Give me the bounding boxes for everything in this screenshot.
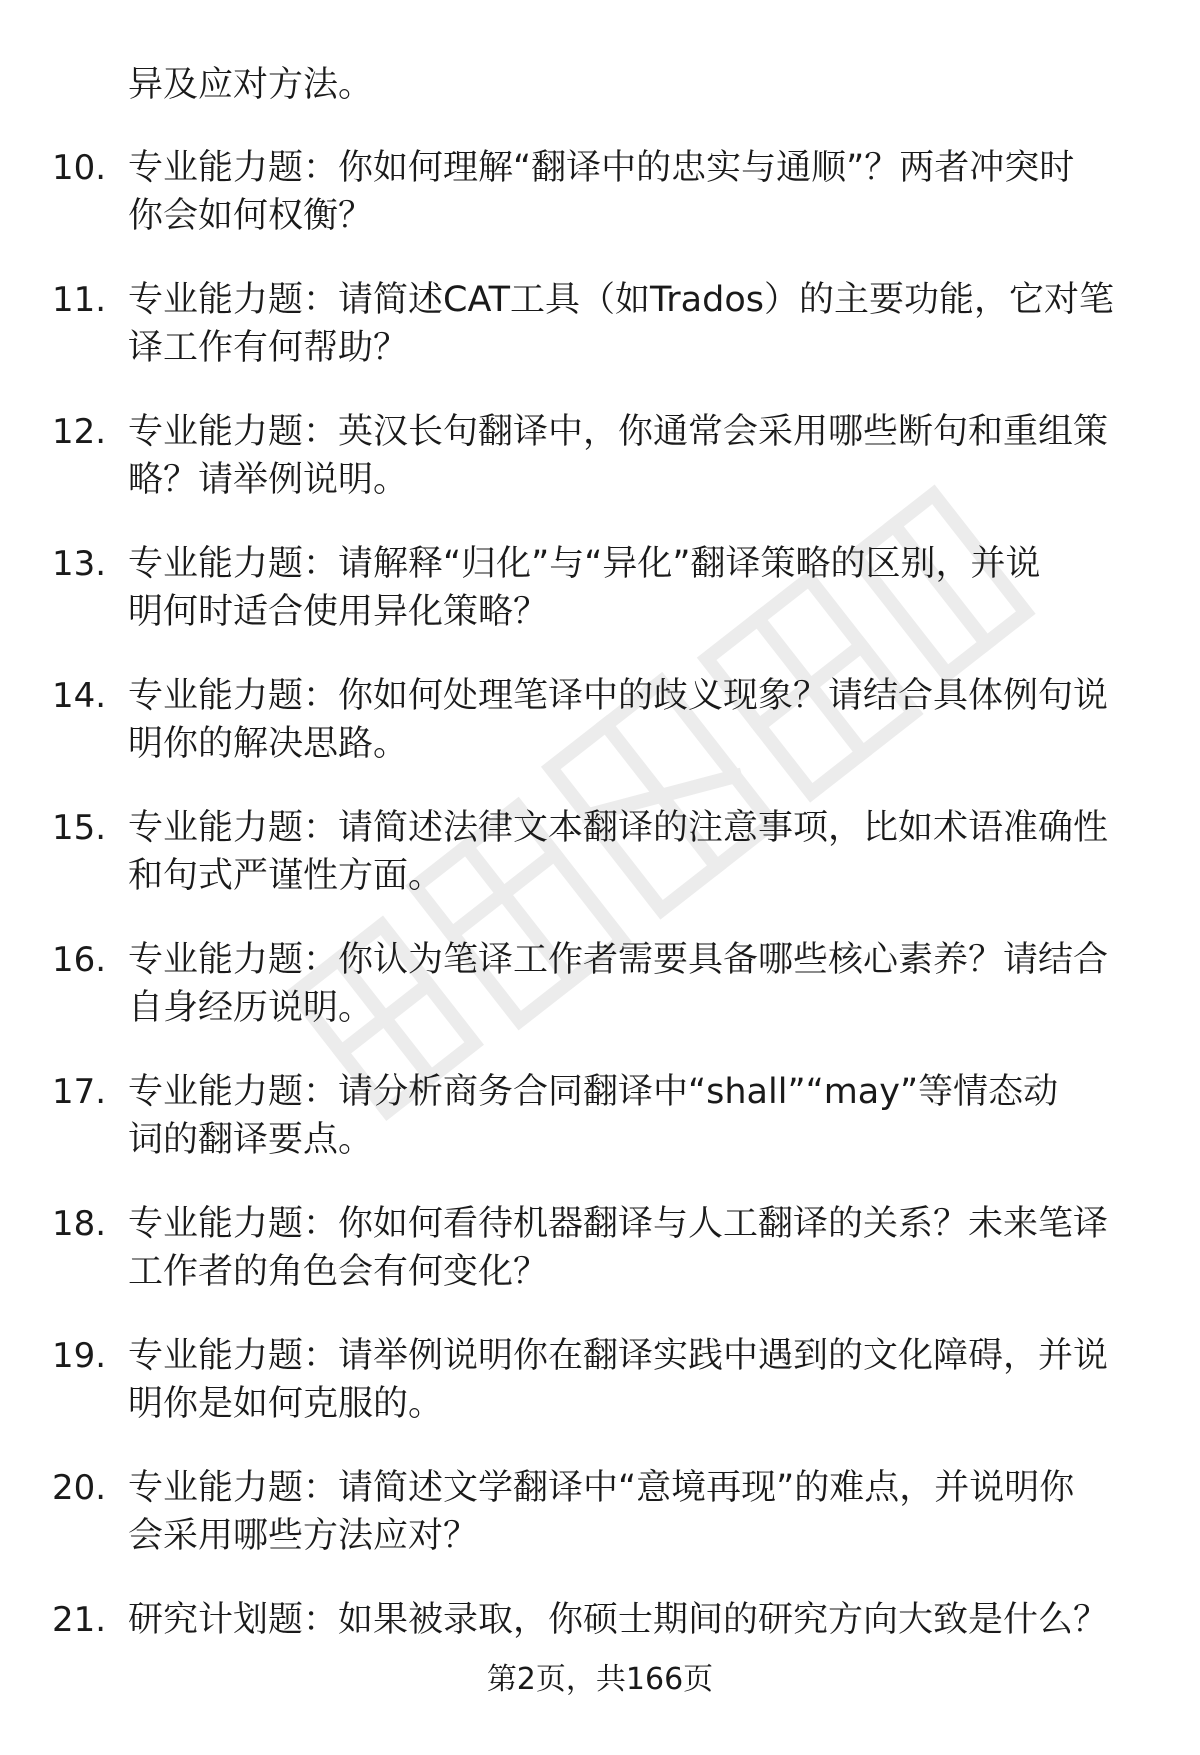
page-footer: 第2页，共166页 bbox=[486, 1662, 714, 1697]
question-text-line: 自身经历说明。 bbox=[128, 988, 374, 1028]
question-text-line: 研究计划题：如果被录取，你硕士期间的研究方向大致是什么？ bbox=[128, 1600, 1109, 1640]
question-text-line: 专业能力题：你如何看待机器翻译与人工翻译的关系？未来笔译 bbox=[128, 1204, 1109, 1244]
question-number: 20. bbox=[52, 1468, 107, 1508]
question-item bbox=[0, 143, 1200, 275]
question-item bbox=[0, 407, 1200, 539]
question-item bbox=[0, 671, 1200, 803]
question-item bbox=[0, 1463, 1200, 1595]
question-text-line: 你会如何权衡？ bbox=[128, 196, 374, 236]
question-text-line: 专业能力题：请解释“归化”与“异化”翻译策略的区别，并说 bbox=[128, 544, 1041, 584]
question-item bbox=[0, 935, 1200, 1067]
question-text-line: 专业能力题：英汉长句翻译中，你通常会采用哪些断句和重组策 bbox=[128, 412, 1109, 452]
question-item bbox=[0, 1199, 1200, 1331]
question-text-line: 明何时适合使用异化策略？ bbox=[128, 592, 549, 632]
question-text-line: 专业能力题：你如何处理笔译中的歧义现象？请结合具体例句说 bbox=[128, 676, 1109, 716]
question-list bbox=[0, 143, 1200, 1727]
question-text-line: 词的翻译要点。 bbox=[128, 1120, 374, 1160]
question-number: 18. bbox=[52, 1204, 107, 1244]
question-text-line: 和句式严谨性方面。 bbox=[128, 856, 444, 896]
question-number: 15. bbox=[52, 808, 107, 848]
question-item bbox=[0, 1331, 1200, 1463]
question-text-line: 专业能力题：请举例说明你在翻译实践中遇到的文化障碍，并说 bbox=[128, 1336, 1109, 1376]
question-number: 16. bbox=[52, 940, 107, 980]
question-text-line: 工作者的角色会有何变化？ bbox=[128, 1252, 549, 1292]
question-item bbox=[0, 275, 1200, 407]
question-number: 19. bbox=[52, 1336, 107, 1376]
question-text-line: 略？请举例说明。 bbox=[128, 460, 409, 500]
question-text-line: 会采用哪些方法应对？ bbox=[128, 1516, 479, 1556]
question-item bbox=[0, 803, 1200, 935]
question-text-line: 专业能力题：请简述文学翻译中“意境再现”的难点，并说明你 bbox=[128, 1468, 1075, 1508]
continued-text: 异及应对方法。 bbox=[128, 65, 374, 105]
question-number: 10. bbox=[52, 148, 107, 188]
question-item bbox=[0, 1067, 1200, 1199]
question-text-line: 专业能力题：请简述CAT工具（如Trados）的主要功能，它对笔 bbox=[128, 280, 1114, 320]
question-number: 11. bbox=[52, 280, 107, 320]
question-text-line: 译工作有何帮助？ bbox=[128, 328, 409, 368]
question-number: 17. bbox=[52, 1072, 107, 1112]
question-item bbox=[0, 539, 1200, 671]
question-text-line: 明你的解决思路。 bbox=[128, 724, 409, 764]
question-number: 21. bbox=[52, 1600, 107, 1640]
question-number: 14. bbox=[52, 676, 107, 716]
question-text-line: 专业能力题：请分析商务合同翻译中“shall”“may”等情态动 bbox=[128, 1072, 1059, 1112]
question-text-line: 专业能力题：你如何理解“翻译中的忠实与通顺”？两者冲突时 bbox=[128, 148, 1075, 188]
question-number: 12. bbox=[52, 412, 107, 452]
question-number: 13. bbox=[52, 544, 107, 584]
question-text-line: 专业能力题：请简述法律文本翻译的注意事项，比如术语准确性 bbox=[128, 808, 1109, 848]
question-text-line: 明你是如何克服的。 bbox=[128, 1384, 444, 1424]
question-text-line: 专业能力题：你认为笔译工作者需要具备哪些核心素养？请结合 bbox=[128, 940, 1109, 980]
